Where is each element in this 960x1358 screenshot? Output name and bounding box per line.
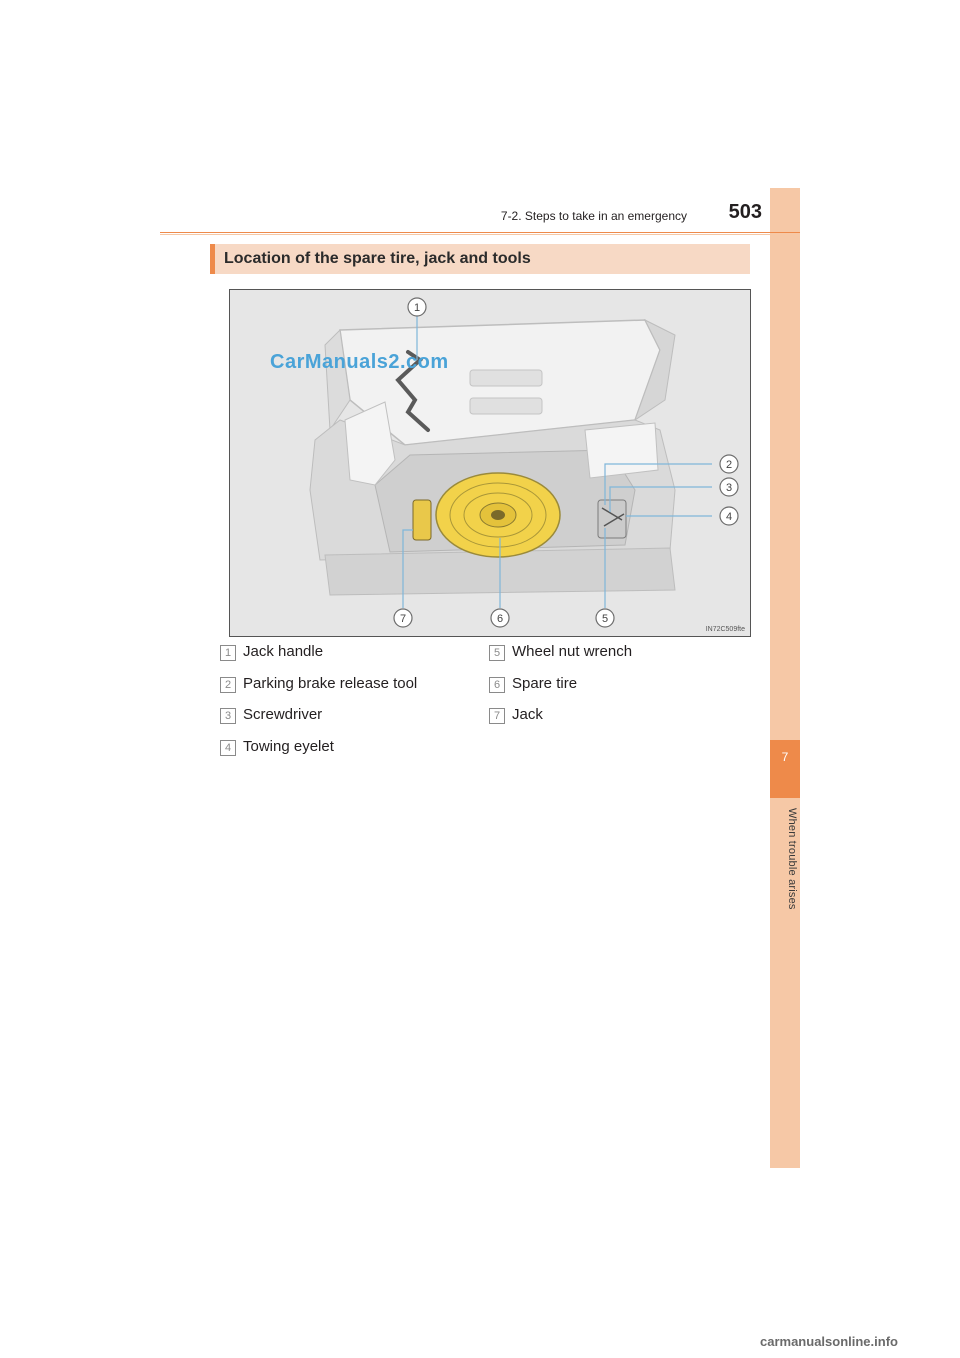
legend-number-1: 1 <box>220 645 236 661</box>
header-rule <box>160 232 800 233</box>
legend-label-wheel-nut-wrench: Wheel nut wrench <box>512 643 633 660</box>
legend-label-towing-eyelet: Towing eyelet <box>243 738 334 755</box>
watermark: CarManuals2.com <box>270 351 449 373</box>
legend-number-2: 2 <box>220 677 236 693</box>
legend-number-4: 4 <box>220 740 236 756</box>
figure-code: IN72C509fte <box>705 626 745 633</box>
chapter-tab <box>770 740 800 798</box>
footer-site: carmanualsonline.info <box>760 1334 898 1349</box>
legend-label-screwdriver: Screwdriver <box>243 706 323 723</box>
legend-label-parking-brake-tool: Parking brake release tool <box>243 675 418 692</box>
chapter-number: 7 <box>781 750 789 764</box>
section-heading: Location of the spare tire, jack and tools <box>224 250 531 267</box>
legend-label-spare-tire: Spare tire <box>512 675 578 692</box>
legend-number-6: 6 <box>489 677 505 693</box>
chapter-label: When trouble arises <box>786 808 798 910</box>
callout-label-6: 6 <box>496 613 504 625</box>
side-tab-strip <box>770 188 800 1168</box>
section-heading-accent <box>210 244 215 274</box>
callout-label-1: 1 <box>413 302 421 314</box>
trunk-drawing <box>230 290 750 636</box>
callout-label-3: 3 <box>725 482 733 494</box>
legend-label-jack-handle: Jack handle <box>243 643 324 660</box>
trunk-illustration <box>229 289 751 637</box>
callout-label-4: 4 <box>725 511 733 523</box>
legend-number-3: 3 <box>220 708 236 724</box>
page-number: 503 <box>728 201 762 223</box>
callout-label-5: 5 <box>601 613 609 625</box>
callout-label-2: 2 <box>725 459 733 471</box>
header-rule-light <box>160 234 800 235</box>
running-header-title: 7-2. Steps to take in an emergency <box>500 209 687 223</box>
legend-number-5: 5 <box>489 645 505 661</box>
legend-label-jack: Jack <box>512 706 543 723</box>
callout-label-7: 7 <box>399 613 407 625</box>
legend-number-7: 7 <box>489 708 505 724</box>
